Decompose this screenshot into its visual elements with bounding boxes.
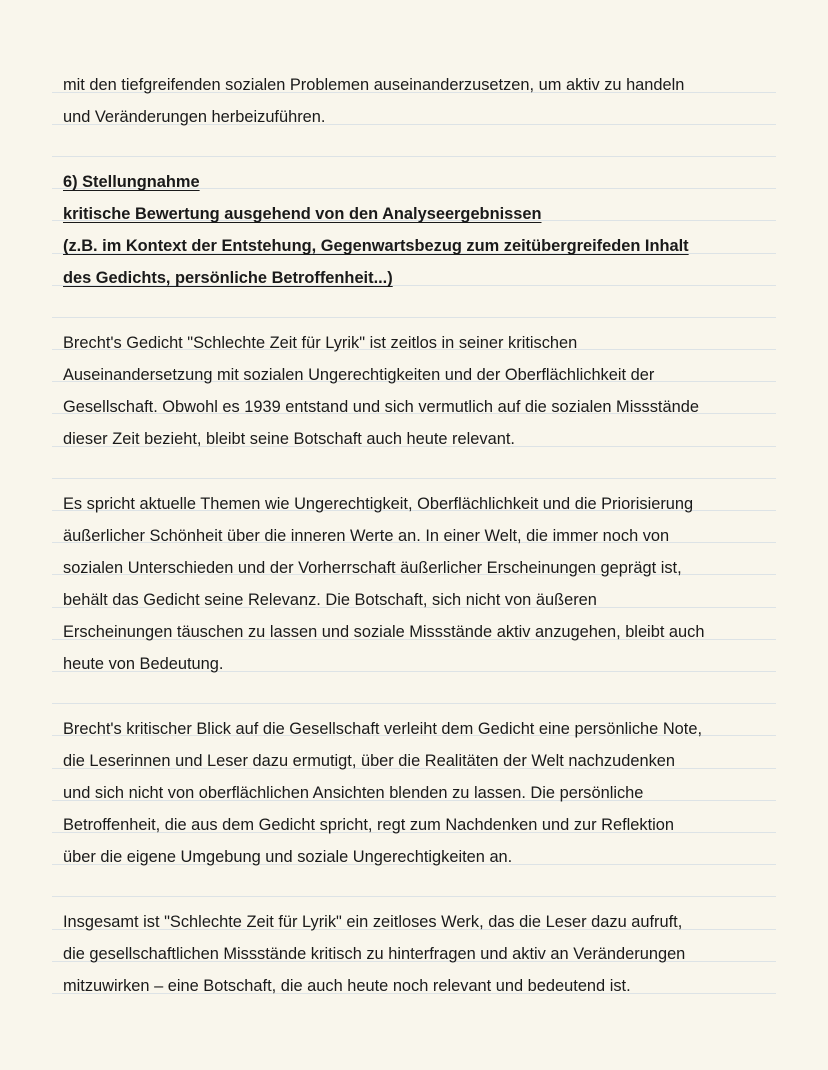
- body-line: Erscheinungen täuschen zu lassen und soziale Missstände aktiv anzugehen, bleibt auch: [63, 623, 705, 641]
- ruled-line: [52, 478, 776, 479]
- section-heading: (z.B. im Kontext der Entstehung, Gegenwartsbezug zum zeitübergreifeden Inhalt: [63, 237, 689, 255]
- body-line: Betroffenheit, die aus dem Gedicht spricht, regt zum Nachdenken und zur Reflektion: [63, 816, 675, 834]
- ruled-line: [52, 317, 776, 318]
- ruled-line: [52, 703, 776, 704]
- body-line: Insgesamt ist "Schlechte Zeit für Lyrik" ein zeitloses Werk, das die Leser dazu aufruft,: [63, 913, 683, 931]
- body-line: die gesellschaftlichen Missstände kritisch zu hinterfragen und aktiv an Veränderungen: [63, 945, 686, 963]
- body-line: über die eigene Umgebung und soziale Ungerechtigkeiten an.: [63, 848, 513, 866]
- body-line: behält das Gedicht seine Relevanz. Die Botschaft, sich nicht von äußeren: [63, 591, 597, 609]
- body-line: Brecht's kritischer Blick auf die Gesellschaft verleiht dem Gedicht eine persönliche Note,: [63, 720, 703, 738]
- ruled-line: [52, 896, 776, 897]
- section-heading: kritische Bewertung ausgehend von den Analyseergebnissen: [63, 205, 542, 223]
- body-line: und sich nicht von oberflächlichen Ansichten blenden zu lassen. Die persönliche: [63, 784, 644, 802]
- body-line: mitzuwirken – eine Botschaft, die auch heute noch relevant und bedeutend ist.: [63, 977, 631, 995]
- body-line: Auseinandersetzung mit sozialen Ungerechtigkeiten und der Oberflächlichkeit der: [63, 366, 655, 384]
- body-line: und Veränderungen herbeizuführen.: [63, 108, 326, 126]
- body-line: äußerlicher Schönheit über die inneren Werte an. In einer Welt, die immer noch von: [63, 527, 670, 545]
- body-line: sozialen Unterschieden und der Vorherrschaft äußerlicher Erscheinungen geprägt ist,: [63, 559, 682, 577]
- body-line: heute von Bedeutung.: [63, 655, 224, 673]
- section-heading: des Gedichts, persönliche Betroffenheit...): [63, 269, 393, 287]
- body-line: die Leserinnen und Leser dazu ermutigt, über die Realitäten der Welt nachzudenken: [63, 752, 676, 770]
- body-line: Es spricht aktuelle Themen wie Ungerechtigkeit, Oberflächlichkeit und die Priorisierung: [63, 495, 694, 513]
- body-line: Brecht's Gedicht "Schlechte Zeit für Lyrik" ist zeitlos in seiner kritischen: [63, 334, 578, 352]
- body-line: mit den tiefgreifenden sozialen Problemen auseinanderzusetzen, um aktiv zu handeln: [63, 76, 685, 94]
- ruled-line: [52, 156, 776, 157]
- body-line: dieser Zeit bezieht, bleibt seine Botschaft auch heute relevant.: [63, 430, 515, 448]
- body-line: Gesellschaft. Obwohl es 1939 entstand und sich vermutlich auf die sozialen Missstände: [63, 398, 699, 416]
- section-heading: 6) Stellungnahme: [63, 173, 200, 191]
